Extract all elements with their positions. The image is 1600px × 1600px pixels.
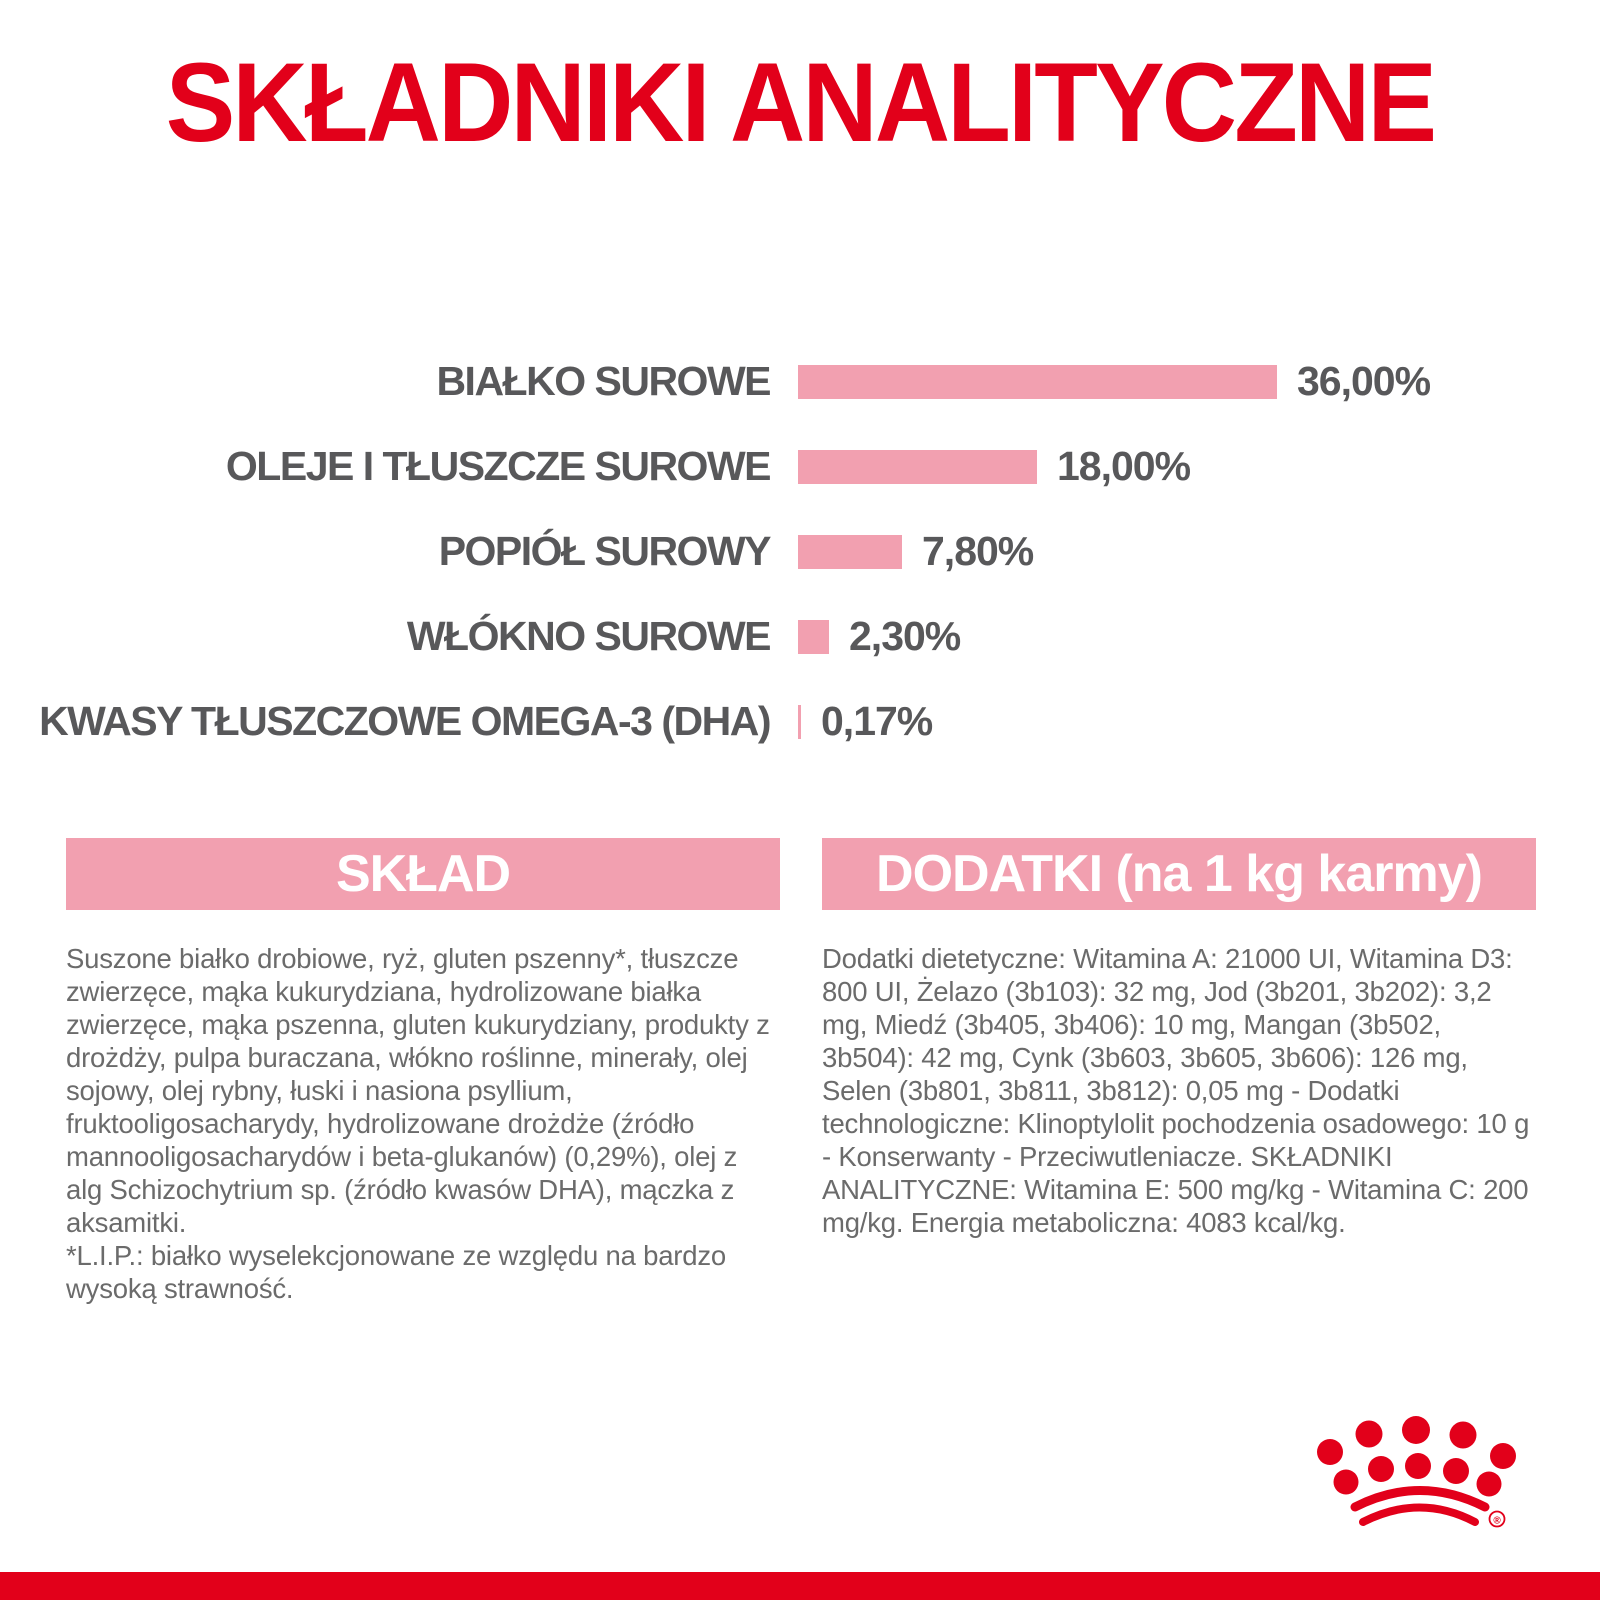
additives-section bbox=[822, 838, 1536, 1239]
bar-track bbox=[798, 698, 932, 745]
bar-label: POPIÓŁ SUROWY bbox=[438, 528, 770, 574]
page-title bbox=[0, 38, 1600, 167]
bar-value: 2,30% bbox=[849, 613, 961, 659]
bar bbox=[798, 365, 1277, 399]
composition-header: SKŁAD bbox=[66, 838, 780, 910]
bar-label: KWASY TŁUSZCZOWE OMEGA-3 (DHA) bbox=[39, 698, 770, 744]
additives-text: Dodatki dietetyczne: Witamina A: 21000 UI, Witamina D3: 800 UI, Żelazo (3b103): 32 mg, Jod (3b201, 3b202): 3,2 mg, Miedź (3b405, 3b406): 10 mg, Mangan (3b502, 3b504): 42 mg, Cynk (3b603, 3b605, 3b606): 126 mg, Selen (3b801, 3b811, 3b812): 0,05 mg - Dodatki technologiczne: Klinoptylolit pochodzenia osadowego: 10 g - Konserwanty - Przeciwutleniacze. SKŁADNIKI ANALITYCZNE: Witamina E: 500 mg/kg - Witamina C: 200 mg/kg. Energia metaboliczna: 4083 kcal/kg. bbox=[822, 943, 1530, 1238]
chart-row bbox=[0, 679, 1600, 764]
bar-track bbox=[798, 528, 1033, 575]
analytical-components-bar-chart bbox=[0, 339, 1600, 764]
bar bbox=[798, 535, 902, 569]
chart-row bbox=[0, 424, 1600, 509]
bar bbox=[798, 705, 801, 739]
composition-body bbox=[66, 942, 780, 1305]
bar-track bbox=[798, 358, 1430, 405]
chart-row bbox=[0, 594, 1600, 679]
bar-track bbox=[798, 613, 960, 660]
bar-value: 7,80% bbox=[922, 528, 1034, 574]
composition-text: Suszone białko drobiowe, ryż, gluten pszenny*, tłuszcze zwierzęce, mąka kukurydziana, hydrolizowane białka zwierzęce, mąka pszenna, gluten kukurydziany, produkty z drożdży, pulpa buraczana, włókno roślinne, minerały, olej sojowy, olej rybny, łuski i nasiona psyllium, fruktooligosacharydy, hydrolizowane drożdże (źródło mannooligosacharydów i beta-glukanów) (0,29%), olej z alg Schizochytrium sp. (źródło kwasów DHA), mączka z aksamitki. bbox=[66, 943, 770, 1238]
crown-swoosh-lower bbox=[1363, 1508, 1475, 1523]
bar bbox=[798, 450, 1037, 484]
composition-section bbox=[66, 838, 780, 1305]
composition-footnote: *L.I.P.: białko wyselekcjonowane ze względu na bardzo wysoką strawność. bbox=[66, 1240, 726, 1304]
additives-header: DODATKI (na 1 kg karmy) bbox=[822, 838, 1536, 910]
bar-value: 18,00% bbox=[1057, 443, 1191, 489]
chart-row bbox=[0, 509, 1600, 594]
royal-canin-crown-logo bbox=[1308, 1388, 1548, 1538]
bar-label: BIAŁKO SUROWE bbox=[436, 358, 770, 404]
bar-value: 0,17% bbox=[821, 698, 933, 744]
additives-body bbox=[822, 942, 1536, 1239]
bar-label: OLEJE I TŁUSZCZE SUROWE bbox=[225, 443, 770, 489]
bar bbox=[798, 620, 829, 654]
bottom-red-strip bbox=[0, 1572, 1600, 1600]
page-title-text: SKŁADNIKI ANALITYCZNE bbox=[165, 40, 1435, 165]
registered-mark: ® bbox=[1493, 1515, 1501, 1527]
bar-track bbox=[798, 443, 1190, 490]
chart-row bbox=[0, 339, 1600, 424]
bar-label: WŁÓKNO SUROWE bbox=[406, 613, 770, 659]
bar-value: 36,00% bbox=[1297, 358, 1431, 404]
